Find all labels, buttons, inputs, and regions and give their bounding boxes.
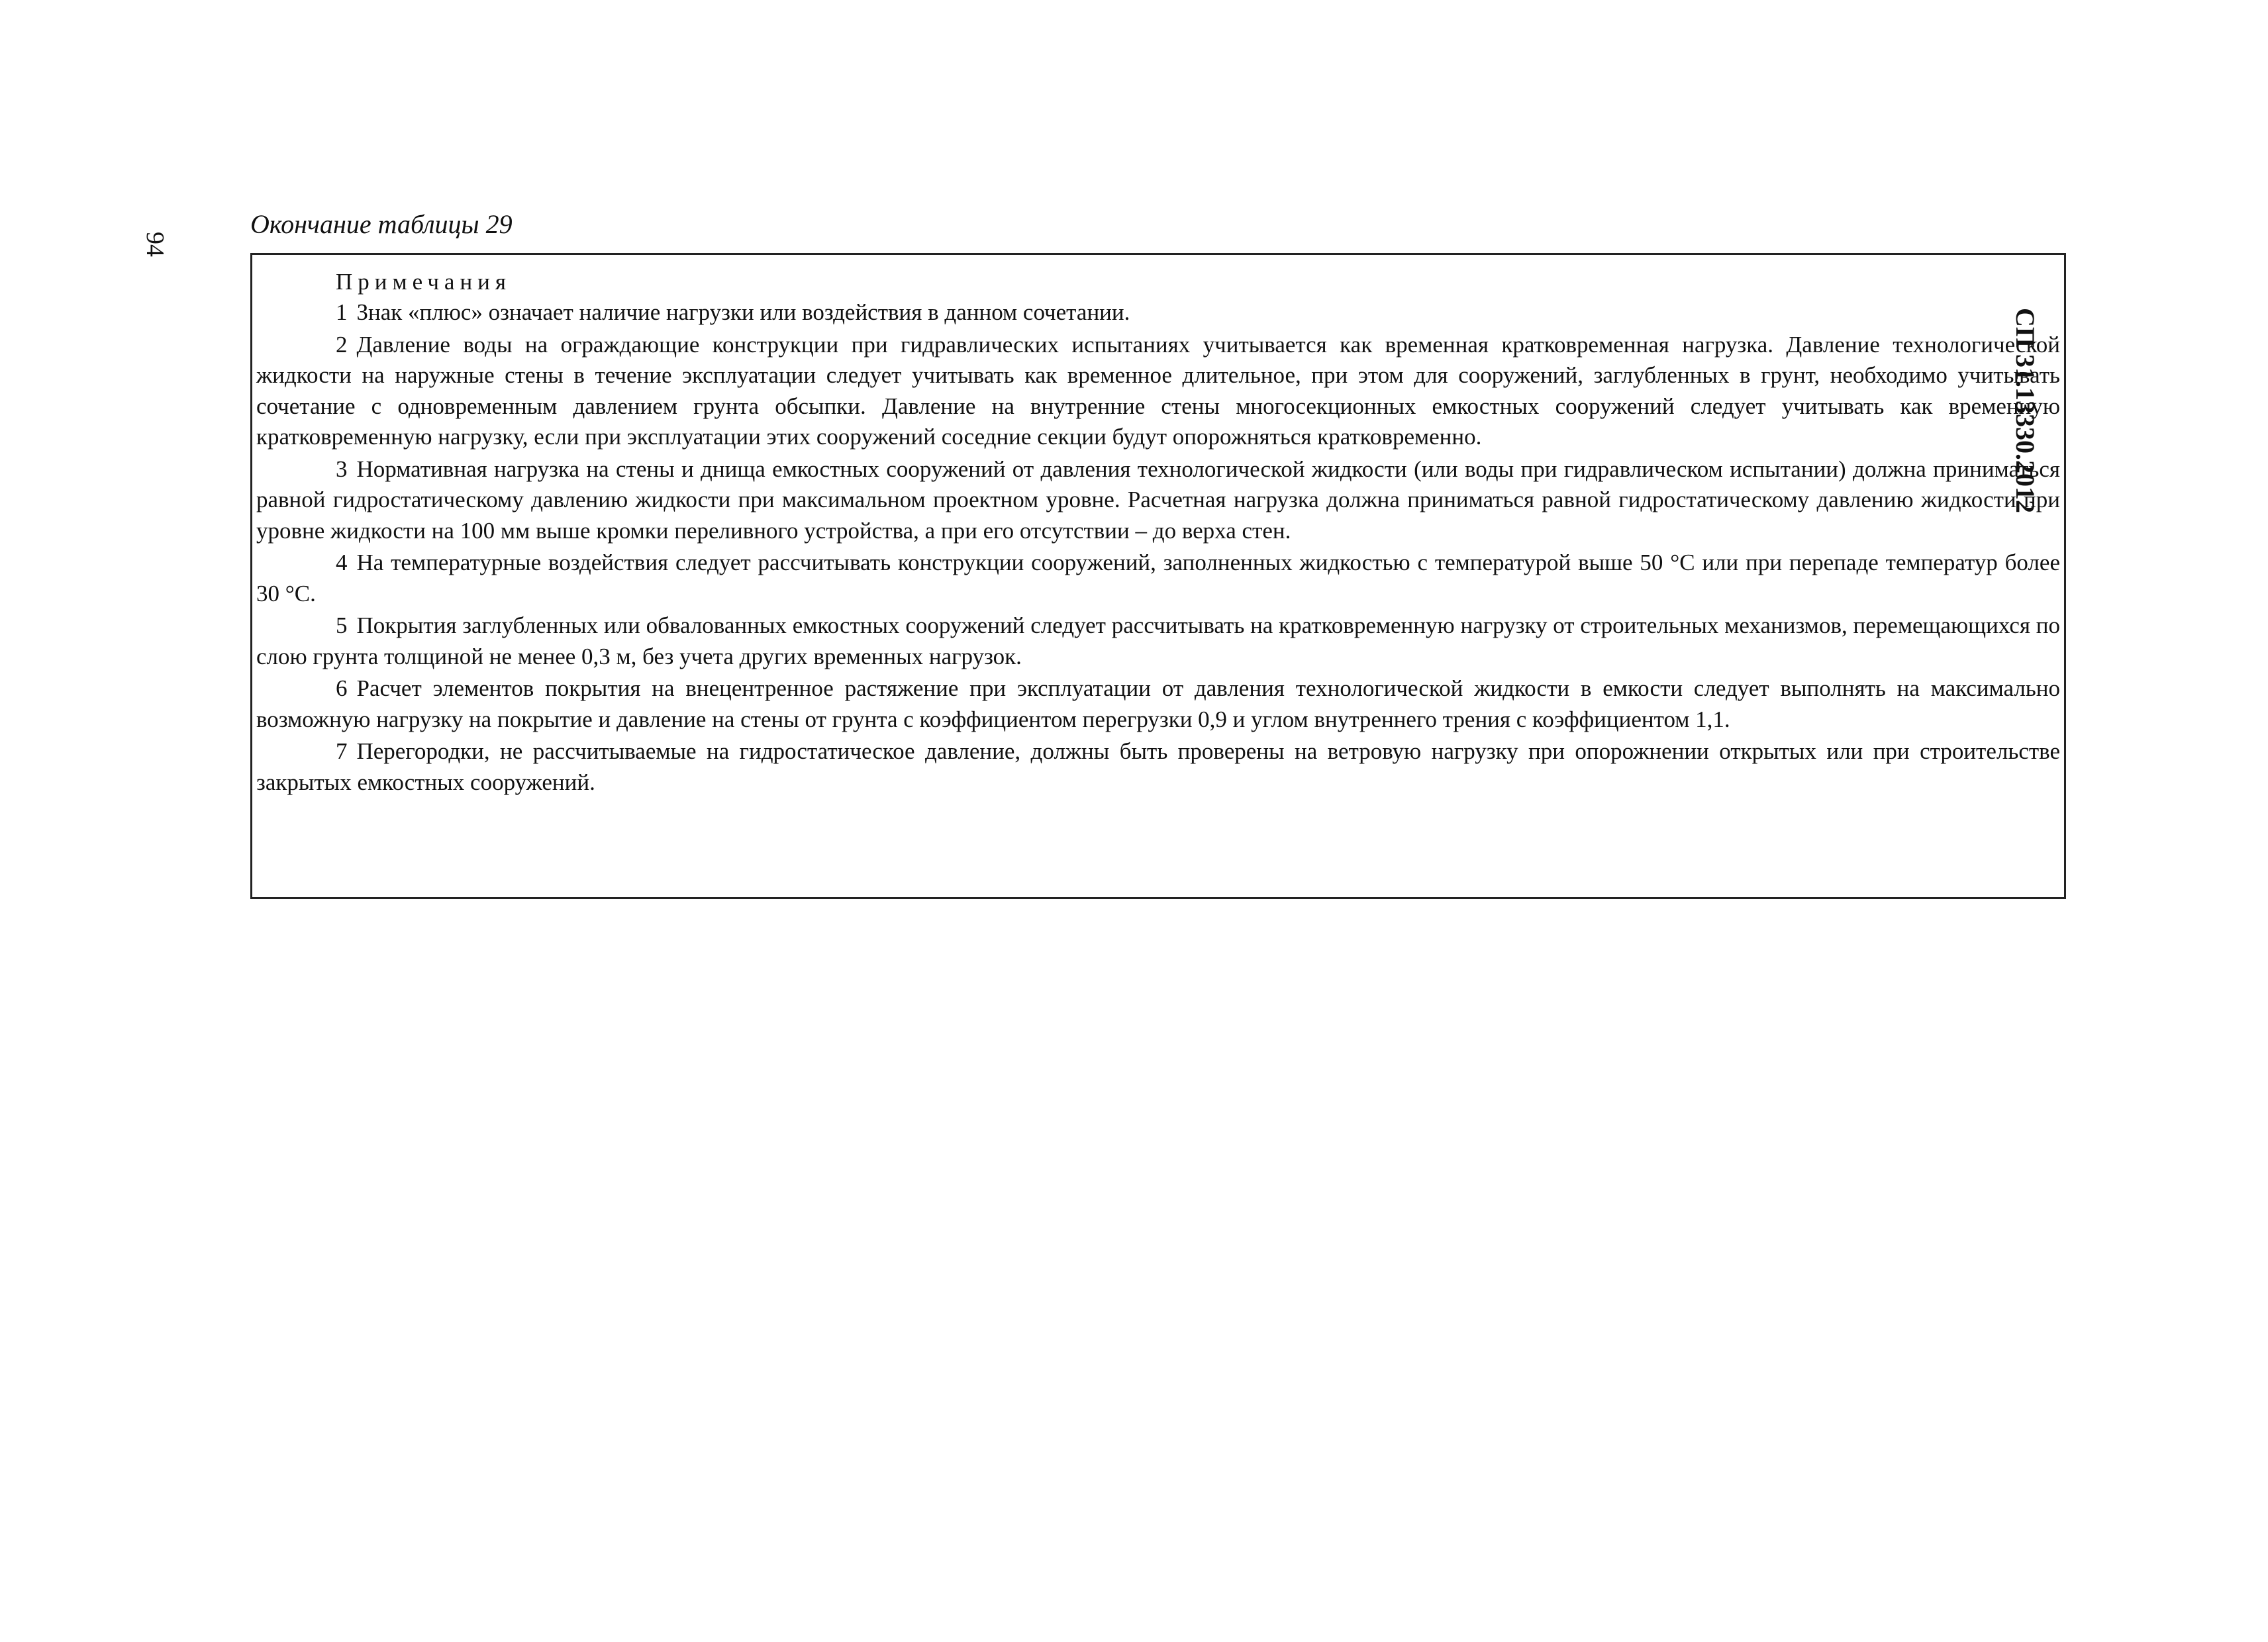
note-text: Давление воды на ограждающие конструкции при гидравлических испытаниях учитывается как временная кратковременная нагрузка. Давление технологической жидкости на наружные стены в течение эксплуатации следует учитывать как временное длительное, при этом для сооружений, заглубленных в грунт, необходимо учитывать сочетание с одновременным давлением грунта обсыпки. Давление на внутренние стены многосекционных емкостных сооружений следует учитывать как временную кратковременную нагрузку, если при эксплуатации этих сооружений соседние секции будут опорожняться кратковременно. [256, 331, 2060, 450]
note-number: 3 [336, 456, 348, 482]
note-text: Нормативная нагрузка на стены и днища емкостных сооружений от давления технологической жидкости (или воды при гидравлическом испытании) должна приниматься равной гидростатическому давлению жидкости при максимальном проектном уровне. Расчетная нагрузка должна приниматься равной гидростатическому давлению жидкости при уровне жидкости на 100 мм выше кромки переливного устройства, а при его отсутствии – до верха стен. [256, 456, 2060, 544]
note-text: Покрытия заглубленных или обвалованных емкостных сооружений следует рассчитывать на кратковременную нагрузку от строительных механизмов, перемещающихся по слою грунта толщиной не менее 0,3 м, без учета других временных нагрузок. [256, 612, 2060, 669]
note-text: Перегородки, не рассчитываемые на гидростатическое давление, должны быть проверены на ветровую нагрузку при опорожнении открытых или при строительстве закрытых емкостных сооружений. [256, 738, 2060, 795]
note-number: 6 [336, 675, 348, 701]
notes-heading: Примечания [336, 269, 512, 295]
note-number: 1 [336, 299, 348, 325]
document-code: СП 31.13330.2012 [2010, 308, 2040, 513]
note-text: Расчет элементов покрытия на внецентренное растяжение при эксплуатации от давления технологической жидкости в емкости следует выполнять на максимально возможную нагрузку на покрытие и давление на стены от грунта с коэффициентом перегрузки 0,9 и углом внутреннего трения с коэффициентом 1,1. [256, 675, 2060, 732]
note-item-6 [256, 673, 2060, 735]
note-text: На температурные воздействия следует рассчитывать конструкции сооружений, заполненных жидкостью с температурой выше 50 °С или при перепаде температур более 30 °С. [256, 550, 2060, 606]
table-caption: Окончание таблицы 29 [250, 209, 513, 239]
note-item-3 [256, 454, 2060, 547]
note-item-7 [256, 736, 2060, 798]
note-item-2 [256, 330, 2060, 453]
page-number: 94 [141, 232, 169, 257]
note-number: 2 [336, 331, 348, 358]
note-item-1 [256, 297, 2060, 328]
note-text: Знак «плюс» означает наличие нагрузки или воздействия в данном сочетании. [356, 299, 1130, 325]
note-item-5 [256, 610, 2060, 672]
note-number: 5 [336, 612, 348, 638]
note-item-4 [256, 548, 2060, 609]
note-number: 4 [336, 550, 348, 575]
note-number: 7 [336, 738, 348, 764]
notes-table [250, 253, 2066, 899]
